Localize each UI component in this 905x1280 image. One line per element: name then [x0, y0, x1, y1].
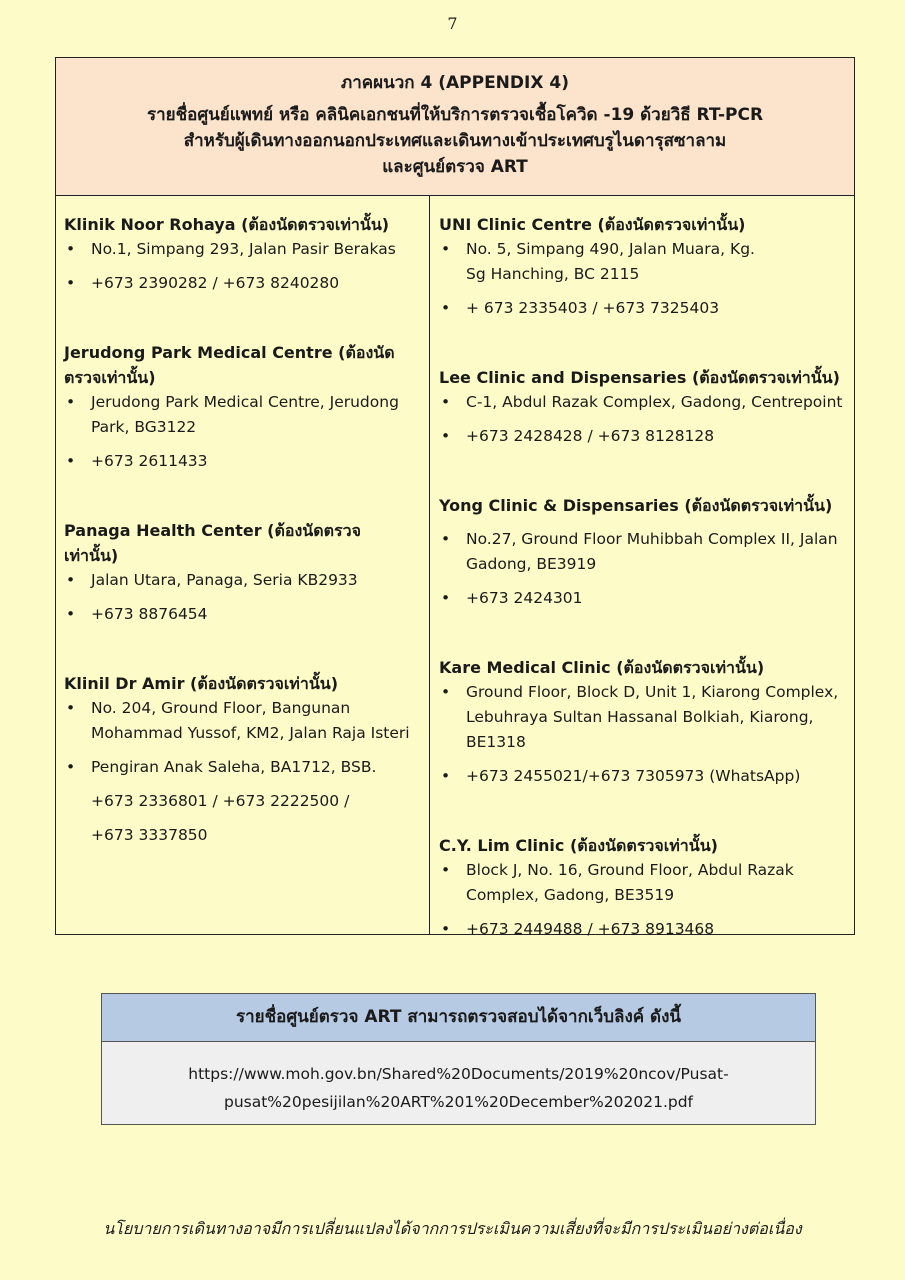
clinic-name: UNI Clinic Centre (ต้องนัดตรวจเท่านั้น): [439, 215, 746, 234]
clinic-name: Yong Clinic & Dispensaries (ต้องนัดตรวจเท่านั้น): [439, 496, 833, 515]
appendix-header: [56, 58, 854, 196]
clinic-phone: • +673 2390282 / +673 8240280: [64, 271, 423, 296]
clinic-entry: [439, 493, 851, 611]
clinic-name: Lee Clinic and Dispensaries (ต้องนัดตรวจเท่านั้น): [439, 368, 840, 387]
art-centre-box: [101, 993, 816, 1125]
clinic-phone: • +673 2428428 / +673 8128128: [439, 424, 851, 449]
clinic-address: • No.1, Simpang 293, Jalan Pasir Berakas: [64, 237, 423, 262]
appendix-title: ภาคผนวก 4 (APPENDIX 4): [341, 73, 569, 93]
footer-note: นโยบายการเดินทางอาจมีการเปลี่ยนแปลงได้จากการประเมินความเสี่ยงที่จะมีการประเมินอย่างต่อเนื่อง: [103, 1219, 802, 1238]
clinic-address: • No. 5, Simpang 490, Jalan Muara, Kg. Sg Hanching, BC 2115: [439, 237, 851, 287]
page-number: 7: [447, 14, 458, 33]
art-url-line2: pusat%20pesijilan%20ART%201%20December%202021.pdf: [223, 1093, 694, 1111]
clinic-phone: +673 2336801 / +673 2222500 /: [91, 792, 350, 810]
art-link[interactable]: [102, 1042, 815, 1116]
clinic-entry: [64, 671, 423, 848]
clinic-phone: • +673 8876454: [64, 602, 423, 627]
clinic-phone: • +673 2424301: [439, 586, 851, 611]
clinic-name: Kare Medical Clinic (ต้องนัดตรวจเท่านั้น): [439, 658, 765, 677]
clinic-entry: [439, 655, 851, 789]
clinic-address: • Block J, No. 16, Ground Floor, Abdul Razak Complex, Gadong, BE3519: [439, 858, 851, 908]
clinic-phone: • + 673 2335403 / +673 7325403: [439, 296, 851, 321]
clinic-entry: [439, 365, 851, 449]
clinic-entry: [64, 212, 423, 296]
left-column: [56, 196, 430, 934]
clinic-name: Jerudong Park Medical Centre (ต้องนัดตรวจเท่านั้น): [64, 343, 395, 387]
clinic-name: Klinik Noor Rohaya (ต้องนัดตรวจเท่านั้น): [64, 215, 390, 234]
clinic-entry: [64, 518, 423, 627]
clinic-name: Panaga Health Center (ต้องนัดตรวจเท่านั้น): [64, 521, 361, 565]
clinic-address: • C-1, Abdul Razak Complex, Gadong, Centrepoint: [439, 390, 851, 415]
appendix-subtitle-line1: รายชื่อศูนย์แพทย์ หรือ คลินิคเอกชนที่ให้บริการตรวจเชื้อโควิด -19 ด้วยวิธี RT-PCR: [146, 105, 764, 125]
clinic-address: • No. 204, Ground Floor, Bangunan Mohammad Yussof, KM2, Jalan Raja Isteri: [64, 696, 423, 746]
clinic-phone-continued: +673 3337850: [91, 826, 208, 844]
clinic-address: • Jalan Utara, Panaga, Seria KB2933: [64, 568, 423, 593]
clinic-entry: [439, 212, 851, 321]
art-url-line1: https://www.moh.gov.bn/Shared%20Documents/2019%20ncov/Pusat-: [188, 1065, 729, 1083]
appendix-table: [55, 57, 855, 938]
appendix-subtitle-line2: สำหรับผู้เดินทางออกนอกประเทศและเดินทางเข้าประเทศบรูไนดารุสซาลาม: [183, 131, 727, 151]
clinic-phone: • +673 2449488 / +673 8913468: [439, 917, 851, 942]
clinic-address-continued: • Pengiran Anak Saleha, BA1712, BSB.: [64, 755, 423, 780]
clinic-entry: [439, 833, 851, 942]
clinic-phone: • +673 2455021/+673 7305973 (WhatsApp): [439, 764, 851, 789]
clinic-name: Klinil Dr Amir (ต้องนัดตรวจเท่านั้น): [64, 674, 339, 693]
appendix-subtitle-line3: และศูนย์ตรวจ ART: [382, 157, 528, 177]
art-title: รายชื่อศูนย์ตรวจ ART สามารถตรวจสอบได้จากเว็บลิงค์ ดังนี้: [102, 994, 815, 1042]
clinic-name: C.Y. Lim Clinic (ต้องนัดตรวจเท่านั้น): [439, 836, 718, 855]
clinic-address: • Ground Floor, Block D, Unit 1, Kiarong Complex, Lebuhraya Sultan Hassanal Bolkiah, Kiarong, BE1318: [439, 680, 851, 755]
clinic-phone: • +673 2611433: [64, 449, 423, 474]
right-column: [430, 196, 855, 938]
clinic-address: • Jerudong Park Medical Centre, Jerudong Park, BG3122: [64, 390, 423, 440]
clinic-entry: [64, 340, 423, 474]
clinic-address: • No.27, Ground Floor Muhibbah Complex II, Jalan Gadong, BE3919: [439, 527, 851, 577]
